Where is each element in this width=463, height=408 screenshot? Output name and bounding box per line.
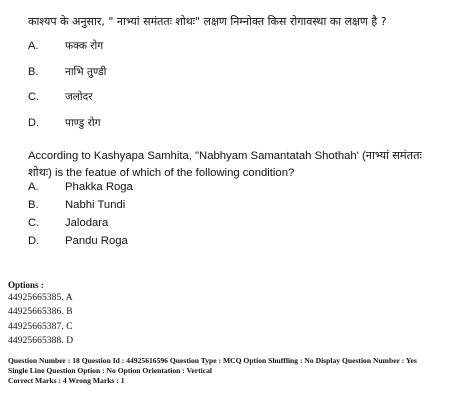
question-metadata [8, 356, 458, 385]
option-text: नाभि तुण्डी [65, 65, 107, 78]
option-id-row: 44925665388. D [8, 335, 74, 346]
option-ids-block [8, 279, 73, 348]
option-text: पाण्डु रोग [65, 116, 101, 129]
option-english-a [28, 181, 133, 199]
option-hindi-b [28, 66, 106, 92]
option-english-c [28, 217, 133, 235]
option-letter: D. [28, 235, 40, 247]
option-text: Pandu Roga [65, 235, 128, 247]
option-id-row: 44925665387. C [8, 321, 73, 332]
question-text-hindi: काश्यप के अनुसार, " नाभ्यां समंततः शोथः" लक्षण निम्नोक्त किस रोगावस्था का लक्षण है ? [28, 15, 387, 28]
option-id-row: 44925665386. B [8, 307, 73, 318]
option-letter: C. [28, 217, 40, 229]
option-english-b [28, 199, 133, 217]
metadata-line-marks: Correct Marks : 4 Wrong Marks : 1 [8, 375, 125, 385]
option-text: जलोदर [65, 91, 93, 103]
option-text: Jalodara [65, 217, 109, 229]
option-ids-title: Options : [8, 280, 44, 290]
option-hindi-c [28, 91, 106, 117]
option-text: Nabhi Tundi [65, 199, 126, 211]
option-letter: A. [28, 181, 39, 193]
option-hindi-a [28, 40, 106, 66]
option-letter: B. [28, 65, 39, 78]
question-text-english: According to Kashyapa Samhita, "Nabhyam Samantatah Shothah' (नाभ्यां समंततः शोथः) is the featue of which of the following condition? [28, 150, 422, 179]
option-letter: C. [28, 91, 39, 103]
option-hindi-d [28, 117, 106, 143]
option-id-row: 44925665385. A [8, 293, 73, 303]
option-letter: B. [28, 199, 39, 211]
option-letter: D. [28, 116, 39, 129]
option-letter: A. [28, 40, 39, 52]
options-list-hindi [28, 40, 106, 142]
options-list-english [28, 181, 133, 253]
metadata-line-question: Question Number : 18 Question Id : 44925616596 Question Type : MCQ Option Shuffling : No Display Question Number : Yes [8, 356, 417, 365]
metadata-line-orientation: Single Line Question Option : No Option Orientation : Vertical [8, 365, 212, 375]
option-text: फक्क रोग [65, 40, 104, 52]
option-english-d [28, 235, 133, 253]
option-text: Phakka Roga [65, 181, 133, 193]
